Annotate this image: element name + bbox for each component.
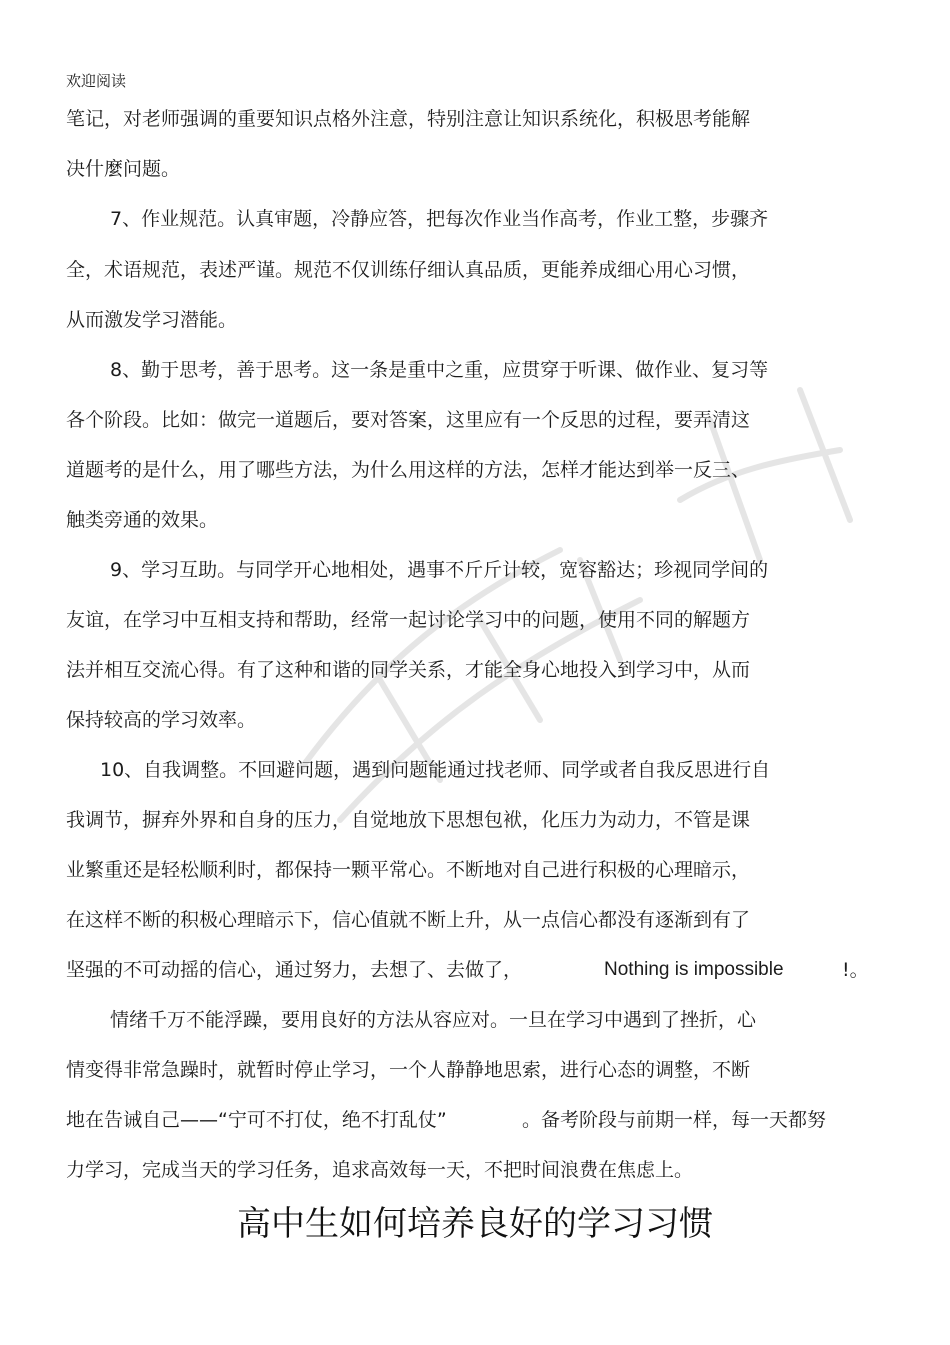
paragraph-line: 法并相互交流心得。有了这种和谐的同学关系，才能全身心地投入到学习中，从而 — [66, 659, 751, 681]
paragraph-line: 10、自我调整。不回避问题，遇到问题能通过找老师、同学或者自我反思进行自 — [100, 759, 771, 781]
paragraph-line: 在这样不断的积极心理暗示下，信心值就不断上升，从一点信心都没有逐渐到有了 — [66, 909, 751, 931]
paragraph-line — [66, 1108, 827, 1132]
line-text: 坚强的不可动摇的信心，通过努力，去想了、去做了， — [66, 959, 523, 981]
paragraph-line: 保持较高的学习效率。 — [66, 709, 257, 731]
paragraph-line: 决什麼问题。 — [66, 158, 181, 180]
page-header: 欢迎阅读 — [66, 72, 127, 90]
paragraph-line — [66, 958, 869, 982]
line-text: 地在告诫自己——“宁可不打仗，绝不打乱仗” — [66, 1109, 447, 1131]
paragraph-line: 各个阶段。比如：做完一道题后，要对答案，这里应有一个反思的过程，要弄清这 — [66, 409, 751, 431]
paragraph-line: 笔记，对老师强调的重要知识点格外注意，特别注意让知识系统化，积极思考能解 — [66, 108, 751, 130]
paragraph-line: 力学习，完成当天的学习任务，追求高效每一天，不把时间浪费在焦虑上。 — [66, 1159, 694, 1181]
paragraph-line: 全，术语规范，表述严谨。规范不仅训练仔细认真品质，更能养成细心用心习惯， — [66, 259, 751, 281]
paragraph-line: 情绪千万不能浮躁，要用良好的方法从容应对。一旦在学习中遇到了挫折，心 — [110, 1009, 757, 1031]
paragraph-line: 道题考的是什么，用了哪些方法，为什么用这样的方法，怎样才能达到举一反三、 — [66, 459, 751, 481]
section-title: 高中生如何培养良好的学习习惯 — [237, 1204, 713, 1244]
paragraph-line: 业繁重还是轻松顺利时，都保持一颗平常心。不断地对自己进行积极的心理暗示， — [66, 859, 751, 881]
paragraph-line: 从而激发学习潜能。 — [66, 309, 238, 331]
paragraph-line: 友谊，在学习中互相支持和帮助，经常一起讨论学习中的问题，使用不同的解题方 — [66, 609, 751, 631]
paragraph-line: 触类旁通的效果。 — [66, 509, 219, 531]
line-continuation: 。备考阶段与前期一样，每一天都努 — [522, 1109, 827, 1131]
paragraph-line: 7、作业规范。认真审题，冷静应答，把每次作业当作高考，作业工整，步骤齐 — [110, 208, 769, 230]
line-end-punct: !。 — [842, 959, 869, 981]
paragraph-line: 情变得非常急躁时，就暂时停止学习，一个人静静地思索，进行心态的调整，不断 — [66, 1059, 751, 1081]
paragraph-line: 8、勤于思考，善于思考。这一条是重中之重，应贯穿于听课、做作业、复习等 — [110, 359, 769, 381]
paragraph-line: 我调节，摒弃外界和自身的压力，自觉地放下思想包袱，化压力为动力，不管是课 — [66, 809, 751, 831]
english-phrase: Nothing is impossible — [604, 959, 784, 980]
paragraph-line: 9、学习互助。与同学开心地相处，遇事不斤斤计较，宽容豁达；珍视同学间的 — [110, 559, 769, 581]
